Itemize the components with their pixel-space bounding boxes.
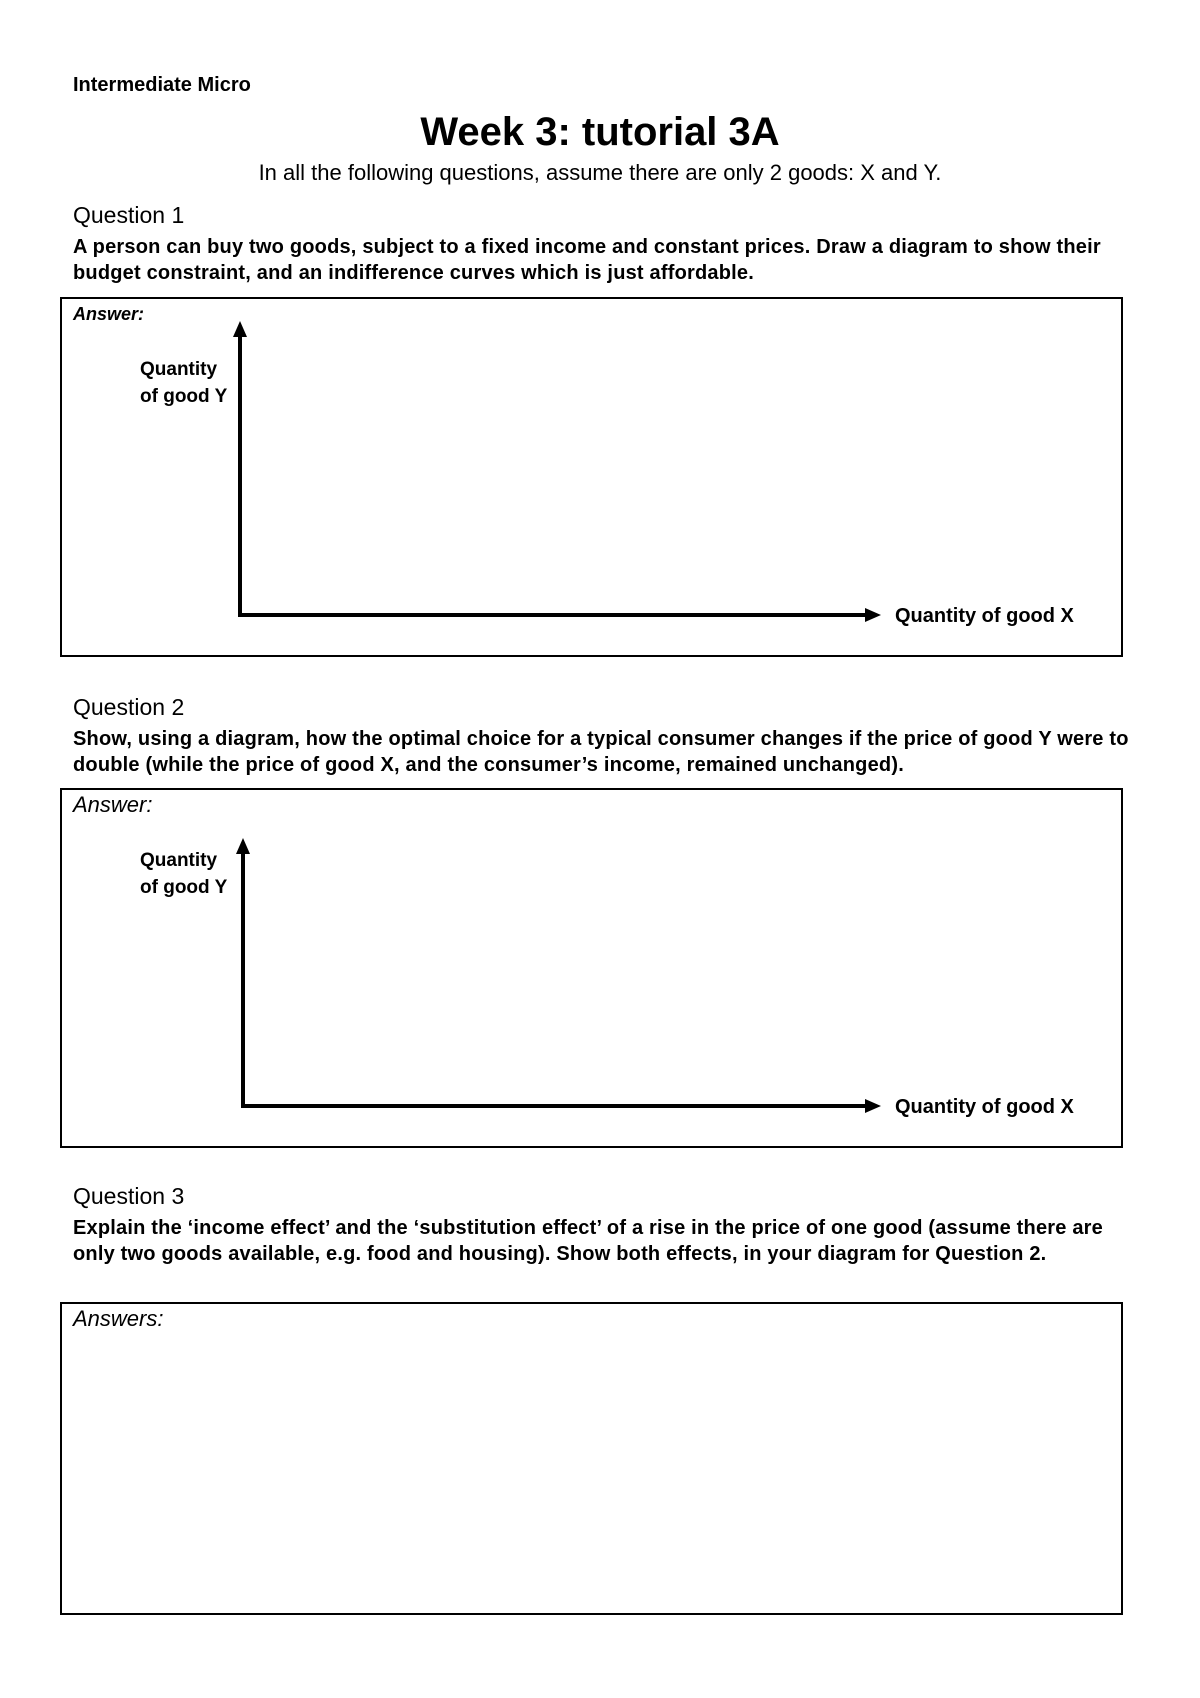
x-axis-label: Quantity of good X	[895, 1096, 1074, 1118]
page-subtitle: In all the following questions, assume there are only 2 goods: X and Y.	[258, 160, 942, 185]
answer-label: Answer:	[73, 304, 145, 324]
answer-label: Answer:	[73, 792, 153, 817]
question-1-answer-box[interactable]	[60, 297, 1123, 657]
question-2-text: Show, using a diagram, how the optimal choice for a typical consumer changes if the price of good Y were to double (while the price of good X, and the consumer’s income, remained unchanged).	[73, 728, 1129, 776]
y-axis-label-line2: of good Y	[140, 877, 228, 898]
y-axis-arrowhead	[233, 321, 247, 337]
y-axis-label-line1: Quantity	[140, 850, 218, 871]
question-1-text: A person can buy two goods, subject to a fixed income and constant prices. Draw a diagram to show their budget constraint, and an indifference curves which is just affordable.	[73, 236, 1101, 284]
y-axis-label-line1: Quantity	[140, 359, 218, 380]
question-3-answer-box[interactable]	[60, 1302, 1123, 1615]
y-axis-arrowhead	[236, 838, 250, 854]
question-3-text: Explain the ‘income effect’ and the ‘substitution effect’ of a rise in the price of one good (assume there are only two goods available, e.g. food and housing). Show both effects, in your diagram for Question 2.	[73, 1217, 1103, 1265]
x-axis-label: Quantity of good X	[895, 605, 1074, 627]
y-axis-label-line2: of good Y	[140, 386, 228, 407]
x-axis-arrowhead	[865, 1099, 881, 1113]
page-title: Week 3: tutorial 3A	[420, 110, 780, 154]
question-1-heading: Question 1	[73, 202, 185, 228]
question-2-answer-box[interactable]	[60, 788, 1123, 1148]
question-3-heading: Question 3	[73, 1183, 185, 1209]
answer-label: Answers:	[73, 1306, 164, 1331]
course-name: Intermediate Micro	[73, 74, 251, 96]
x-axis-arrowhead	[865, 608, 881, 622]
question-2-heading: Question 2	[73, 694, 185, 720]
